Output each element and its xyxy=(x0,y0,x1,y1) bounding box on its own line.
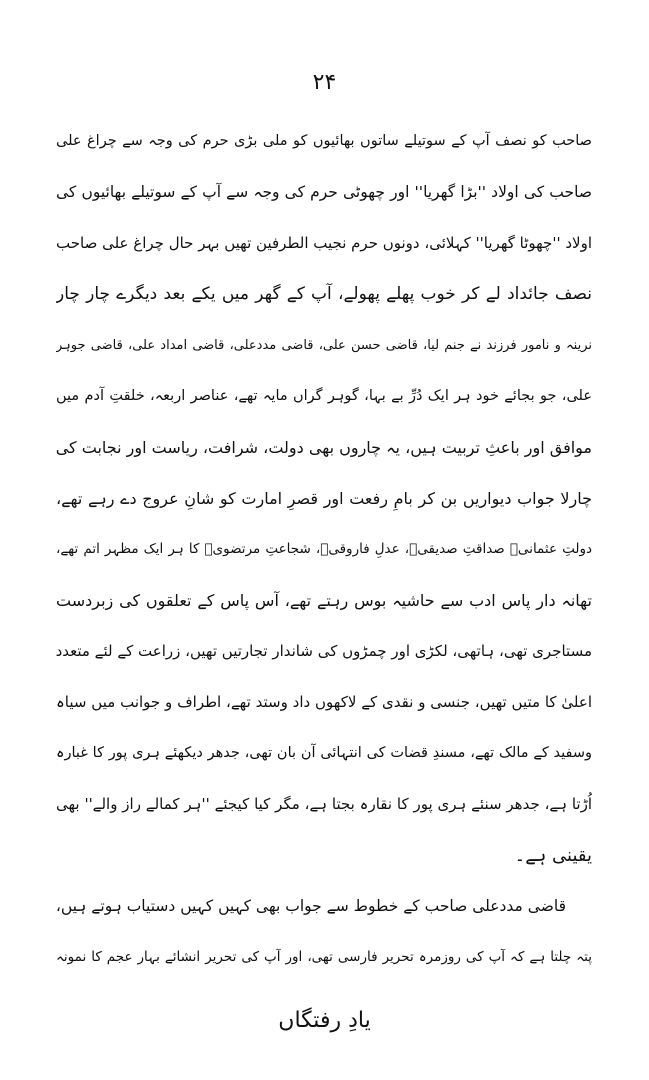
text-line: موافق اور باعثِ تربیت ہیں، یہ چاروں بھی دولت، شرافت، ریاست اور نجابت کی xyxy=(56,438,592,457)
text-line: یقینی ہے۔ xyxy=(514,845,592,866)
text-line: قاضی مددعلی صاحب کے خطوط سے جواب بھی کہیں کہیں دستیاب ہوتے ہیں، xyxy=(56,897,566,915)
footer-book-title: یادِ رفتگاں xyxy=(278,1008,371,1033)
text-line: علی، جو بجائے خود ہر ایک دُرِّ بے بہا، گوہر گراں مایہ تھے، عناصر اربعہ، خلقتِ آدم میں xyxy=(56,388,592,404)
body-text xyxy=(56,116,592,983)
text-line: نرینہ و نامور فرزند نے جنم لیا، قاضی حسن علی، قاضی مددعلی، قاضی امداد علی، قاضی جوہر xyxy=(56,338,592,353)
text-line: چارلا جواب دیواریں بن کر بامِ رفعت اور قصرِ امارت کو شانِ عروج دے رہے تھے، xyxy=(56,489,592,508)
text-line: مستاجری تھی، ہاتھی، لکڑی اور چمڑوں کی شاندار تجارتیں تھیں، زراعت کے لئے متعدد xyxy=(56,642,592,660)
page-number: ۲۴ xyxy=(312,70,337,95)
text-line: دولتِ عثمانیؓ صداقتِ صدیقیؓ، عدلِ فاروقیؓ، شجاعتِ مرتضویؓ کا ہر ایک مظہر اتم تھے، xyxy=(56,541,592,557)
text-line: اُڑتا ہے، جدھر سنئے ہری پور کا نقارہ بجتا ہے، مگر کیا کیجئے ''ہر کمالے راز والے'' بھی xyxy=(56,795,592,813)
text-line: اولاد ''چھوٹا گھریا'' کہلائی، دونوں حرم نجیب الطرفین تھیں بہر حال چراغ علی صاحب xyxy=(56,234,592,252)
text-line: نصف جائداد لے کر خوب پھلے پھولے، آپ کے گھر میں یکے بعد دیگرے چار چار xyxy=(56,284,592,304)
text-line: صاحب کو نصف آپ کے سوتیلے ساتوں بھائیوں کو ملی بڑی حرم کی وجہ سے چراغ علی xyxy=(56,133,592,149)
text-line: وسفید کے مالک تھے، مسندِ قضات کی انتہائی آن بان تھی، جدھر دیکھئے ہری پور کا غبارہ xyxy=(56,745,592,761)
text-line: تھانہ دار پاس ادب سے حاشیہ بوس رہتے تھے، آس پاس کے تعلقوں کی زبردست xyxy=(56,591,592,610)
text-line: صاحب کی اولاد ''بڑا گھریا'' اور چھوٹی حرم کی وجہ سے آپ کے سوتیلے بھائیوں کی xyxy=(56,183,592,201)
text-line: اعلیٰ کا متیں تھیں، جنسی و نقدی کے لاکھوں داد وستد تھے، اطراف و جوانب میں سیاہ xyxy=(56,693,592,711)
text-line: پتہ چلتا ہے کہ آپ کی روزمرہ تحریر فارسی تھی، اور آپ کی تحریر انشائے بہار عجم کا نمونہ xyxy=(56,949,592,965)
